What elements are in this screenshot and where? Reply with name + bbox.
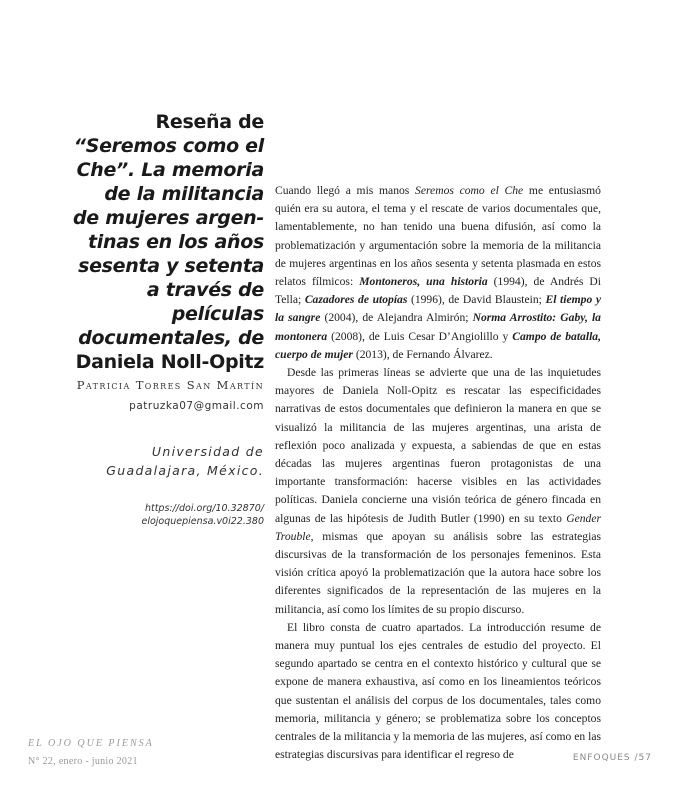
text-run: (1996), de David Blaustein;	[407, 293, 546, 307]
article-body	[275, 182, 601, 765]
text-run: (2008), de Luis Cesar D’Angiolillo y	[327, 329, 513, 343]
paragraph	[275, 182, 601, 364]
author-name: Patricia Torres San Martín	[76, 378, 264, 392]
film-title: Norma Arrostito: Gaby, la montonera	[275, 311, 601, 343]
film-title: Campo de batalla, cuerpo de mujer	[275, 329, 601, 361]
title-line: sesenta y setenta	[78, 255, 264, 277]
doi-link[interactable]	[60, 502, 264, 528]
affiliation-line: Guadalajara, México.	[106, 463, 264, 478]
journal-name: EL OJO QUE PIENSA	[28, 738, 154, 749]
affiliation-line: Universidad de	[151, 444, 264, 459]
author-email[interactable]: patruzka07@gmail.com	[129, 400, 264, 412]
title-line: documentales, de	[78, 327, 264, 349]
title-line: “Seremos como el	[73, 135, 264, 157]
article-title	[52, 110, 264, 374]
title-line: Che”. La memoria	[76, 159, 264, 181]
issue-info: N° 22, enero - junio 2021	[28, 756, 138, 767]
book-title: Gender Trouble	[275, 511, 601, 543]
text-run: (2013), de Fernando Álvarez.	[352, 347, 493, 361]
text-run: Cuando llegó a mis manos	[275, 184, 416, 197]
doi-line: https://doi.org/10.32870/	[144, 503, 264, 514]
text-run: , mismas que apoyan su análisis sobre las estrategias discursivas de la transformación de los personajes femeninos. Esta visión crítica apoyó la problematización que la autora hace sobre los diferentes significados de la representación de las mujeres en la militancia, así como los límites de su propio discurso.	[275, 529, 601, 616]
title-line: tinas en los años	[88, 231, 264, 253]
paragraph	[275, 364, 601, 619]
title-line: de mujeres argen-	[73, 207, 264, 229]
text-run: Desde las primeras líneas se advierte que una de las inquietudes mayores de Daniela Noll-Opitz es rescatar las especificidades narrativas de estos documentales que definieron la manera en que se visualizó la militancia de las mujeres argentinas, una arista de reflexión poco analizada y expuesta, a sabiendas de que en estas décadas las mujeres argentinas fueron protagonistas de una importante transformación: hacerse visibles en las actividades políticas. Daniela concierne una visión teórica de género fincada en algunas de las hipótesis de Judith Butler (1990) en su texto	[275, 366, 601, 525]
author-affiliation	[60, 442, 264, 480]
title-line: Daniela Noll-Opitz	[75, 351, 264, 373]
text-run: (2004), de Alejandra Almirón;	[320, 311, 473, 325]
book-title: Seremos como el Che	[415, 184, 524, 197]
title-line: de la militancia	[104, 183, 264, 205]
film-title: El tiempo y la sangre	[275, 293, 601, 325]
text-run: (1994), de Andrés Di Tella;	[275, 275, 601, 307]
section-page: ENFOQUES /57	[572, 753, 652, 763]
film-title: Cazadores de utopías	[304, 293, 408, 307]
film-title: Montoneros, una historia	[359, 275, 488, 289]
title-line: Reseña de	[155, 111, 264, 133]
paragraph: El libro consta de cuatro apartados. La introducción resume de manera muy puntual los ejes centrales de estudio del proyecto. El segundo apartado se centra en el contexto histórico y cultural que se expone de manera exhaustiva, así como en los lineamientos teóricos que sustentan el análisis del corpus de los documentales, tales como memoria, militancia y género; se problematiza sobre los conceptos centrales de la militancia y la memoria de las mujeres, así como en las estrategias discursivas para identificar el regreso de	[275, 620, 601, 762]
text-run: me entusiasmó quién era su autora, el tema y el rescate de varios documentales que, lamentablemente, no han tenido una buena difusión, así como la problematización y argumentación sobre la memoria de la militancia de mujeres argentinas en los años sesenta y setenta plasmada en estos relatos fílmicos:	[275, 184, 601, 289]
doi-line: elojoquepiensa.v0i22.380	[141, 516, 264, 527]
title-line: a través de películas	[146, 279, 264, 325]
